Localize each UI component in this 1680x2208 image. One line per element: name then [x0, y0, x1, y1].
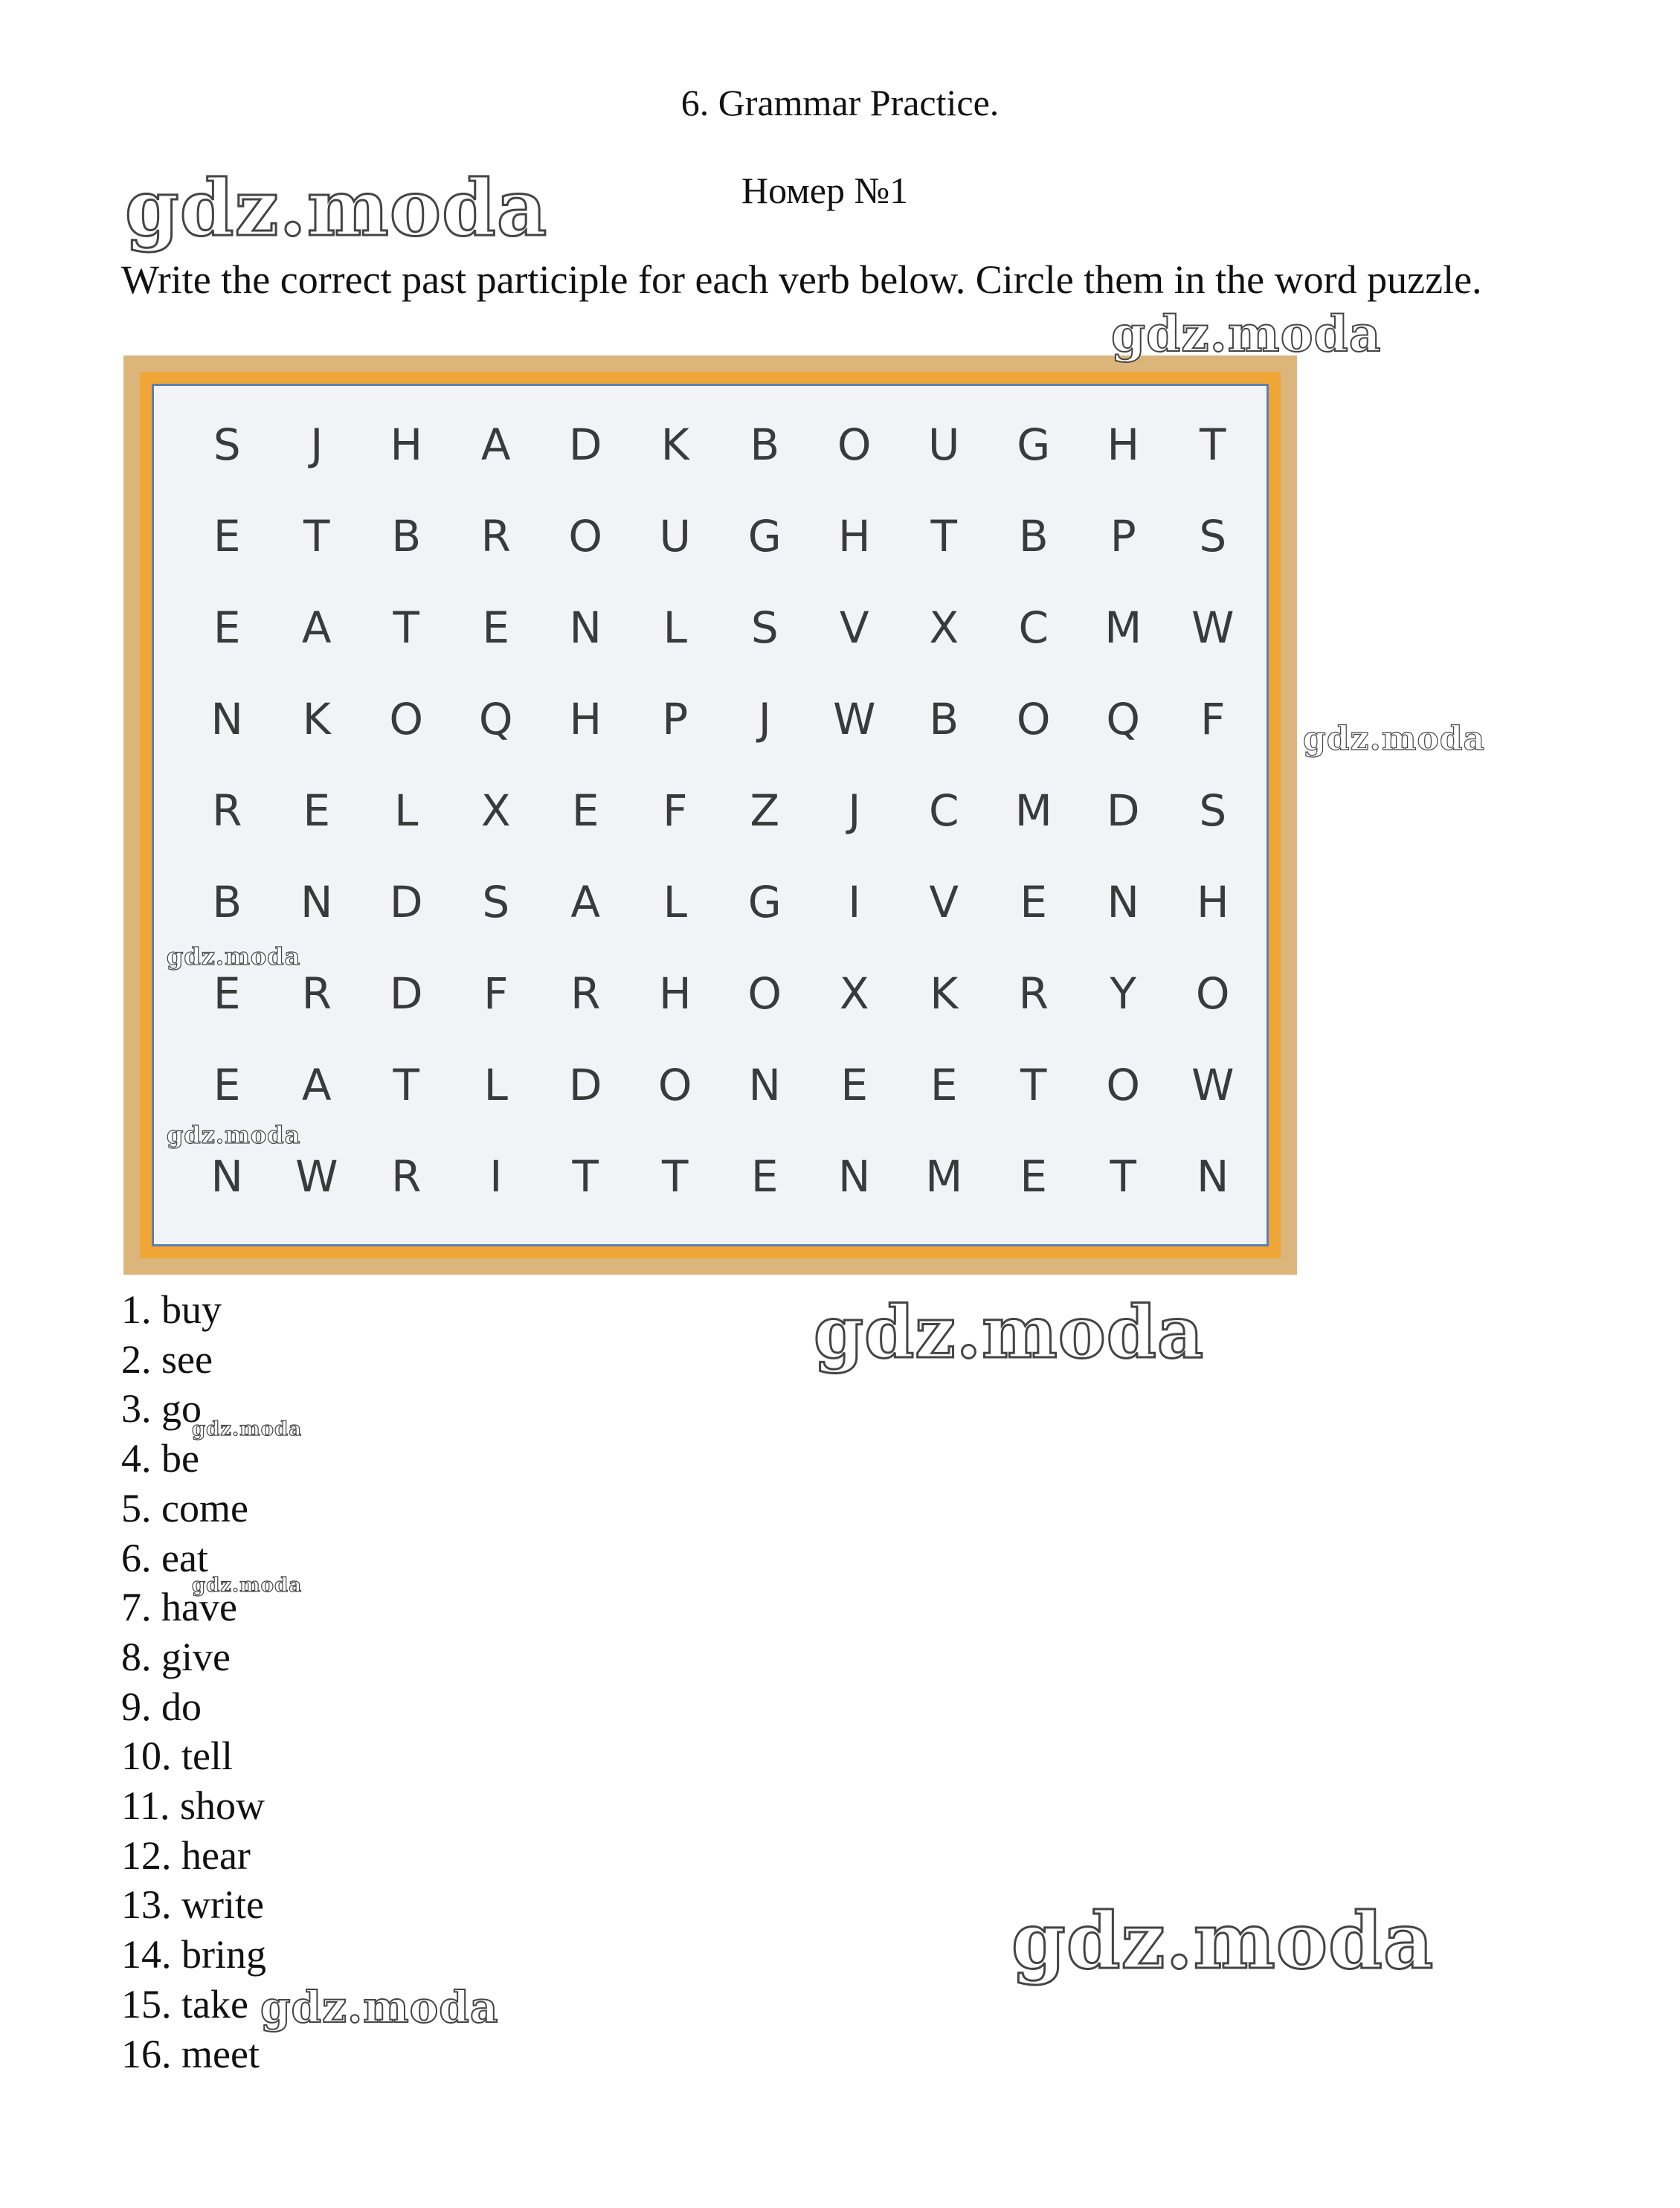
puzzle-letter: S: [213, 419, 241, 471]
puzzle-letter: I: [489, 1150, 503, 1202]
puzzle-letter: O: [568, 511, 603, 562]
puzzle-letter: U: [928, 419, 960, 471]
puzzle-letter: O: [1195, 968, 1230, 1019]
puzzle-letter: H: [569, 694, 602, 745]
puzzle-letter: R: [480, 511, 511, 562]
word-puzzle-border: [140, 372, 1281, 1258]
verb-item: 4. be: [121, 1436, 199, 1481]
watermark-logo: gdz.moda: [167, 942, 301, 971]
puzzle-letter: F: [663, 785, 688, 836]
puzzle-letter: W: [833, 694, 876, 745]
puzzle-letter: T: [393, 1059, 419, 1110]
puzzle-letter: J: [310, 419, 324, 471]
puzzle-letter: N: [300, 876, 333, 927]
puzzle-letter: E: [213, 1059, 241, 1110]
page-title: 6. Grammar Practice.: [680, 82, 1000, 123]
puzzle-letter: S: [750, 602, 779, 654]
watermark-logo: gdz.moda: [1011, 1895, 1435, 1986]
puzzle-letter: E: [482, 602, 510, 654]
puzzle-letter: S: [1199, 785, 1227, 836]
puzzle-letter: B: [929, 694, 959, 745]
puzzle-letter: A: [301, 602, 332, 654]
puzzle-letter: O: [657, 1059, 692, 1110]
puzzle-letter: D: [1106, 785, 1140, 836]
puzzle-letter: R: [301, 968, 332, 1019]
puzzle-letter: D: [568, 419, 602, 471]
puzzle-letter: H: [837, 511, 871, 562]
puzzle-letter: X: [480, 785, 511, 836]
puzzle-letter: A: [570, 876, 601, 927]
puzzle-letter: E: [213, 511, 241, 562]
verb-item: 11. show: [121, 1783, 265, 1829]
puzzle-letter: V: [929, 876, 959, 927]
puzzle-letter: N: [210, 694, 243, 745]
puzzle-letter: R: [391, 1150, 422, 1202]
puzzle-letter: E: [213, 968, 241, 1019]
puzzle-letter: L: [394, 785, 419, 836]
puzzle-letter: E: [1020, 876, 1048, 927]
verb-item: 3. go: [121, 1386, 202, 1432]
puzzle-letter: O: [1016, 694, 1051, 745]
puzzle-letter: T: [393, 602, 419, 654]
puzzle-letter: V: [839, 602, 869, 654]
puzzle-letter: D: [568, 1059, 602, 1110]
verb-item: 2. see: [121, 1336, 213, 1382]
puzzle-letter: I: [848, 876, 861, 927]
puzzle-letter: F: [483, 968, 509, 1019]
puzzle-letter: S: [482, 876, 510, 927]
watermark-logo: gdz.moda: [125, 162, 548, 254]
puzzle-letter: T: [1110, 1150, 1136, 1202]
puzzle-letter: D: [389, 876, 423, 927]
puzzle-letter: T: [1200, 419, 1226, 471]
verb-item: 13. write: [121, 1882, 264, 1928]
verb-item: 8. give: [121, 1634, 231, 1679]
puzzle-letter: B: [212, 876, 242, 927]
puzzle-letter: R: [1018, 968, 1049, 1019]
puzzle-letter: B: [391, 511, 422, 562]
puzzle-letter: X: [839, 968, 869, 1019]
puzzle-letter: R: [570, 968, 601, 1019]
puzzle-letter: S: [1199, 511, 1227, 562]
puzzle-letter: U: [659, 511, 691, 562]
puzzle-letter: E: [930, 1059, 958, 1110]
puzzle-letter: O: [389, 694, 424, 745]
verb-item: 5. come: [121, 1485, 248, 1531]
puzzle-letter: W: [1191, 602, 1235, 654]
verb-item: 12. hear: [121, 1832, 251, 1878]
puzzle-letter: D: [389, 968, 423, 1019]
puzzle-letter: E: [303, 785, 331, 836]
puzzle-letter: K: [930, 968, 959, 1019]
instruction-text: Write the correct past participle for each verb below. Circle them in the word puzzle.: [121, 257, 1482, 302]
puzzle-letter: G: [1017, 419, 1051, 471]
puzzle-letter: Q: [478, 694, 513, 745]
puzzle-letter: L: [663, 876, 687, 927]
puzzle-letter: M: [1014, 785, 1052, 836]
verb-item: 6. eat: [121, 1535, 208, 1580]
puzzle-letter: E: [571, 785, 599, 836]
puzzle-letter: E: [213, 602, 241, 654]
puzzle-letter: C: [1018, 602, 1049, 654]
verb-item: 9. do: [121, 1684, 202, 1729]
puzzle-letter: W: [295, 1150, 338, 1202]
watermark-logo: gdz.moda: [192, 1418, 303, 1441]
puzzle-letter: G: [747, 511, 782, 562]
puzzle-letter: O: [837, 419, 872, 471]
puzzle-letter: L: [483, 1059, 508, 1110]
watermark-logo: gdz.moda: [1303, 720, 1486, 758]
puzzle-letter: H: [1107, 419, 1140, 471]
watermark-logo: gdz.moda: [814, 1290, 1205, 1374]
puzzle-letter: E: [750, 1150, 779, 1202]
puzzle-letter: M: [1104, 602, 1142, 654]
puzzle-letter: T: [572, 1150, 599, 1202]
puzzle-letter: N: [1197, 1150, 1229, 1202]
puzzle-letter: Y: [1110, 968, 1136, 1019]
puzzle-letter: L: [663, 602, 687, 654]
puzzle-letter: Q: [1106, 694, 1141, 745]
verb-item: 7. have: [121, 1585, 237, 1630]
puzzle-letter: A: [301, 1059, 332, 1110]
puzzle-letter: M: [925, 1150, 963, 1202]
puzzle-letter: A: [480, 419, 511, 471]
puzzle-letter: N: [1107, 876, 1139, 927]
puzzle-letter: O: [747, 968, 782, 1019]
puzzle-letter: B: [1018, 511, 1049, 562]
verb-item: 10. tell: [121, 1734, 233, 1779]
puzzle-letter: H: [1196, 876, 1229, 927]
watermark-logo: gdz.moda: [260, 1982, 499, 2032]
puzzle-letter: N: [748, 1059, 781, 1110]
puzzle-letter: Z: [750, 785, 780, 836]
puzzle-letter: N: [569, 602, 602, 654]
puzzle-letter: W: [1191, 1059, 1235, 1110]
exercise-number: Номер №1: [741, 170, 909, 211]
puzzle-letter: E: [840, 1059, 869, 1110]
puzzle-letter: K: [660, 419, 689, 471]
puzzle-letter: E: [1020, 1150, 1048, 1202]
puzzle-letter: K: [302, 694, 331, 745]
puzzle-letter: N: [838, 1150, 871, 1202]
puzzle-letter: C: [929, 785, 959, 836]
watermark-logo: gdz.moda: [167, 1121, 301, 1149]
puzzle-letter: T: [662, 1150, 689, 1202]
puzzle-letter: T: [303, 511, 330, 562]
watermark-logo: gdz.moda: [192, 1574, 303, 1597]
puzzle-letter: J: [758, 694, 771, 745]
verb-item: 15. take: [121, 1981, 248, 2027]
puzzle-letter: N: [210, 1150, 243, 1202]
word-puzzle-grid: [152, 384, 1269, 1246]
puzzle-letter: P: [1110, 511, 1136, 562]
puzzle-letter: R: [212, 785, 242, 836]
puzzle-letter: F: [1200, 694, 1226, 745]
watermark-logo: gdz.moda: [1111, 305, 1382, 363]
verb-list: [121, 1285, 266, 2079]
verb-item: 1. buy: [121, 1287, 222, 1332]
verb-item: 14. bring: [121, 1932, 266, 1977]
puzzle-letter: H: [390, 419, 423, 471]
puzzle-letter: B: [750, 419, 780, 471]
puzzle-letter: J: [848, 785, 861, 836]
puzzle-letter: O: [1106, 1059, 1141, 1110]
verb-item: 16. meet: [121, 2031, 260, 2076]
puzzle-letter: T: [1020, 1059, 1047, 1110]
puzzle-letter: T: [930, 511, 957, 562]
puzzle-letter: G: [747, 876, 782, 927]
puzzle-letter: H: [658, 968, 692, 1019]
puzzle-letter: P: [662, 694, 689, 745]
puzzle-letter: X: [929, 602, 959, 654]
